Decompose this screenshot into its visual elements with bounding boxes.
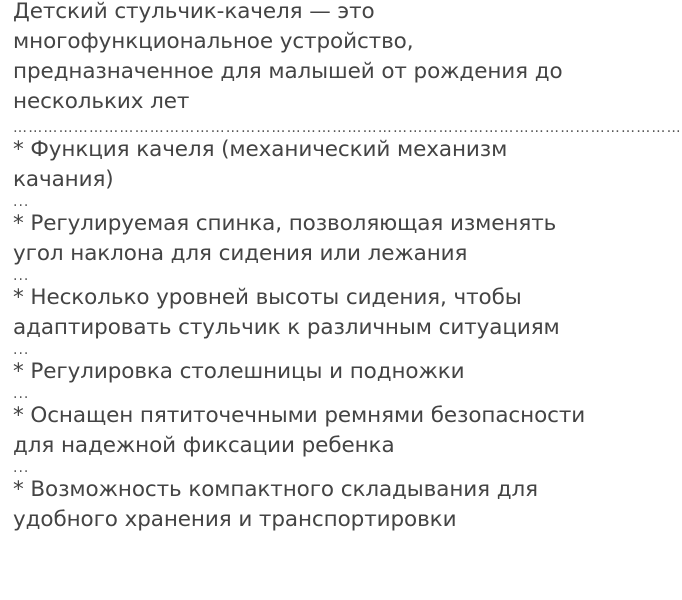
feature-item (13, 475, 600, 535)
feature-text: * Возможность компактного складывания для удобного хранения и транспортировки (13, 477, 538, 532)
dotted-divider: …………………………………………………………………………………………………………………… (13, 120, 682, 136)
feature-text: * Несколько уровней высоты сидения, чтобы адаптировать стульчик к различным ситуациям (13, 285, 560, 340)
feature-item (13, 401, 600, 475)
ellipsis-separator: ... (13, 460, 30, 476)
feature-text: * Регулировка столешницы и подножки (13, 359, 465, 384)
feature-list (13, 135, 600, 535)
feature-text: * Регулируемая спинка, позволяющая изменять угол наклона для сидения или лежания (13, 211, 557, 266)
feature-text: * Оснащен пятиточечными ремнями безопасности для надежной фиксации ребенка (13, 403, 586, 458)
intro-paragraph: Детский стульчик-качеля — это многофункциональное устройство, предназначенное для малышей от рождения до нескольких лет (13, 0, 563, 114)
feature-text: * Функция качеля (механический механизм качания) (13, 137, 508, 192)
ellipsis-separator: ... (13, 194, 30, 210)
feature-item (13, 209, 600, 283)
ellipsis-separator: ... (13, 268, 30, 284)
feature-item (13, 135, 600, 209)
ellipsis-separator: ... (13, 342, 30, 358)
ellipsis-separator: ... (13, 386, 30, 402)
feature-item (13, 357, 600, 401)
feature-item (13, 283, 600, 357)
